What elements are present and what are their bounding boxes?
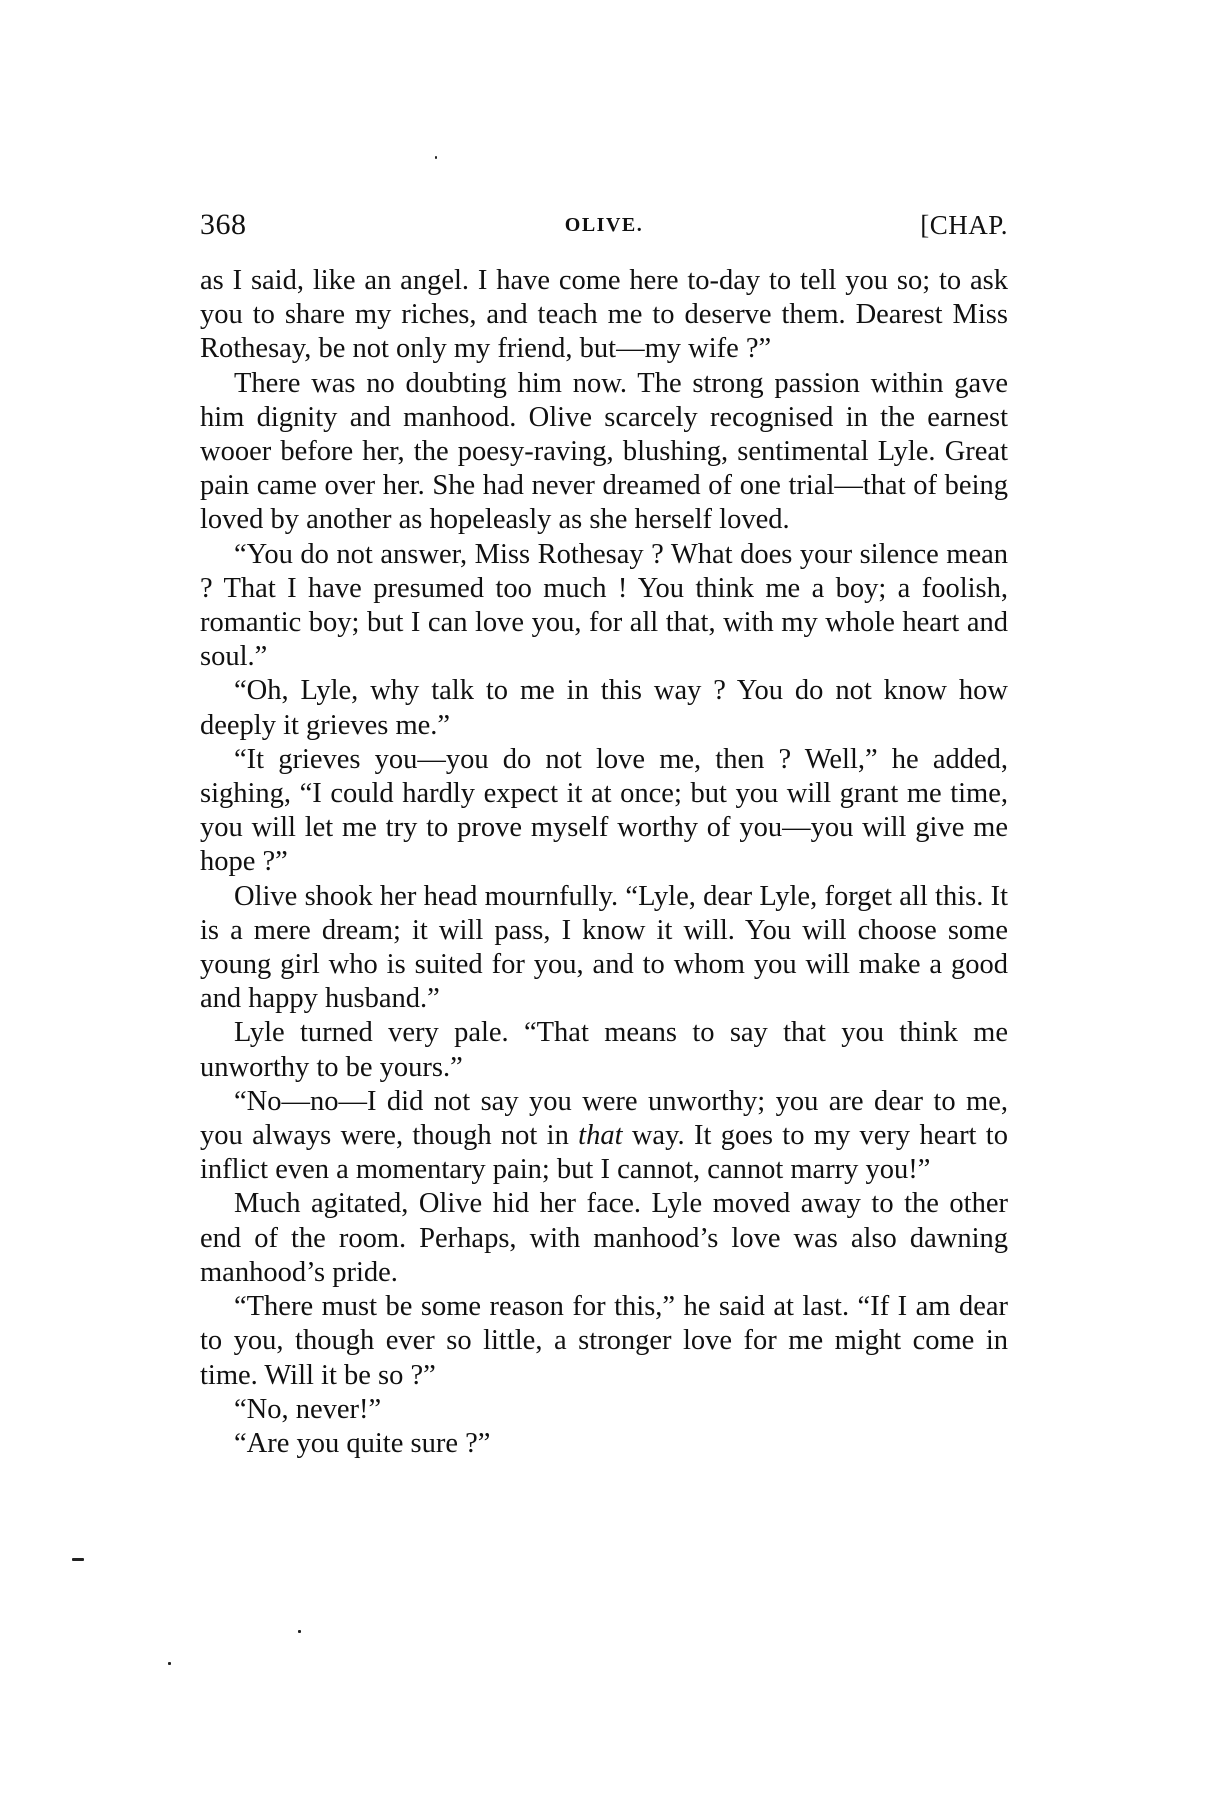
paragraph bbox=[200, 1393, 1008, 1427]
paragraph bbox=[200, 880, 1008, 1017]
paragraph-text: There was no doubting him now. The strong passion within gave him dignity and manhood. Olive scarcely recognised in the earnest wooer before her, the poesy-raving, blushing, sentimental Lyle. Great pain came over her. She had never dreamed of one trial—that of being loved by another as hopeleasly as she herself loved. bbox=[200, 367, 1008, 536]
paragraph bbox=[200, 1290, 1008, 1393]
paragraph bbox=[200, 1085, 1008, 1188]
paragraph-text: “No, never!” bbox=[234, 1393, 382, 1425]
italic-text: that bbox=[578, 1120, 623, 1152]
paragraph bbox=[200, 743, 1008, 880]
print-speck bbox=[298, 1630, 301, 1633]
paragraph bbox=[200, 264, 1008, 367]
page-header bbox=[200, 208, 1008, 248]
chapter-label: [CHAP. bbox=[920, 210, 1008, 240]
paragraph bbox=[200, 1016, 1008, 1084]
paragraph-text: Olive shook her head mournfully. “Lyle, dear Lyle, forget all this. It is a mere dream; it will pass, I know it will. You will choose some young girl who is suited for you, and to whom you will make a good and happy husband.” bbox=[200, 880, 1008, 1015]
paragraph-text: “It grieves you—you do not love me, then ? Well,” he added, sighing, “I could hardly expect it at once; but you will grant me time, you will let me try to prove myself worthy of you—you will give me hope ?” bbox=[200, 743, 1008, 878]
paragraph bbox=[200, 367, 1008, 538]
paragraph-text: “Oh, Lyle, why talk to me in this way ? You do not know how deeply it grieves me.” bbox=[200, 675, 1008, 741]
print-speck bbox=[72, 1558, 84, 1561]
paragraph-text: “Are you quite sure ?” bbox=[234, 1427, 491, 1459]
paragraph-text: Lyle turned very pale. “That means to say that you think me unworthy to be yours.” bbox=[200, 1017, 1008, 1083]
body-text bbox=[200, 264, 1008, 1461]
running-title: OLIVE. bbox=[564, 214, 644, 236]
print-speck bbox=[168, 1662, 171, 1665]
print-speck bbox=[435, 156, 437, 159]
paragraph bbox=[200, 538, 1008, 675]
paragraph-text: as I said, like an angel. I have come here to-day to tell you so; to ask you to share my riches, and teach me to deserve them. Dearest Miss Rothesay, be not only my friend, but—my wife ?” bbox=[200, 265, 1008, 365]
paragraph-text: way. It goes to my very heart to inflict even a momentary pain; but I cannot, cannot marry you!” bbox=[200, 1120, 1008, 1186]
page-number: 368 bbox=[200, 208, 247, 241]
paragraph bbox=[200, 674, 1008, 742]
paragraph-text: “There must be some reason for this,” he said at last. “If I am dear to you, though ever so little, a stronger love for me might come in time. Will it be so ?” bbox=[200, 1291, 1008, 1391]
paragraph-text: “You do not answer, Miss Rothesay ? What does your silence mean ? That I have presumed too much ! You think me a boy; a foolish, romantic boy; but I can love you, for all that, with my whole heart and soul.” bbox=[200, 538, 1008, 673]
paragraph-text: Much agitated, Olive hid her face. Lyle moved away to the other end of the room. Perhaps, with manhood’s love was also dawning manhood’s pride. bbox=[200, 1188, 1008, 1288]
paragraph bbox=[200, 1427, 1008, 1461]
paragraph-text: “No—no—I did not say you were unworthy; you are dear to me, you always were, though not in bbox=[200, 1085, 1008, 1152]
paragraph bbox=[200, 1187, 1008, 1290]
